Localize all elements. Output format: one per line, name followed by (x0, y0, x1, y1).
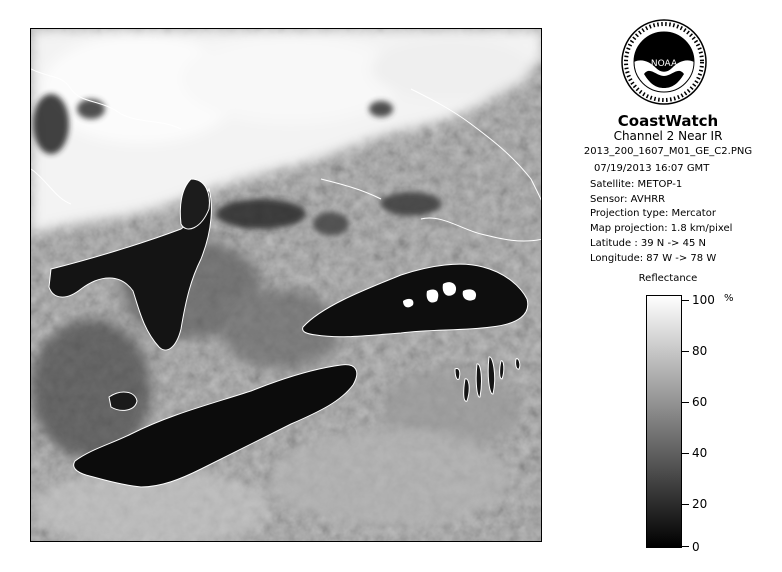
image-filename: 2013_200_1607_M01_GE_C2.PNG (583, 146, 753, 157)
map-projection: Map projection: 1.8 km/pixel (590, 223, 733, 234)
satellite-image (30, 28, 542, 542)
colorbar-tick (682, 546, 689, 547)
colorbar-tick (682, 351, 689, 352)
colorbar-tick (682, 402, 689, 403)
datetime: 07/19/2013 16:07 GMT (594, 163, 710, 174)
colorbar-tick-label: 100 (692, 293, 715, 307)
colorbar-tick-label: 20 (692, 497, 708, 511)
colorbar-tick (682, 504, 689, 505)
noaa-logo-text: NOAA (650, 59, 678, 69)
info-panel (558, 18, 778, 558)
colorbar-tick-label: 40 (692, 446, 708, 460)
colorbar-label: Reflectance (638, 273, 698, 284)
latitude-range: Latitude : 39 N -> 45 N (590, 238, 706, 249)
colorbar-tick (682, 453, 689, 454)
projection-type: Projection type: Mercator (590, 208, 716, 219)
colorbar-tick-label: 80 (692, 344, 708, 358)
colorbar-tick (682, 300, 689, 301)
longitude-range: Longitude: 87 W -> 78 W (590, 253, 717, 264)
product-title: CoastWatch (617, 112, 719, 130)
colorbar-tick-label: 60 (692, 395, 708, 409)
satellite-info: Satellite: METOP-1 (590, 179, 683, 190)
satellite-scene (31, 29, 542, 542)
reflectance-colorbar (646, 295, 682, 548)
colorbar-unit: % (724, 293, 734, 304)
colorbar-tick-label: 0 (692, 540, 700, 554)
sensor-info: Sensor: AVHRR (590, 194, 666, 205)
lake-st-clair (109, 392, 137, 410)
channel-name: Channel 2 Near IR (613, 129, 723, 143)
noaa-logo (620, 18, 708, 106)
